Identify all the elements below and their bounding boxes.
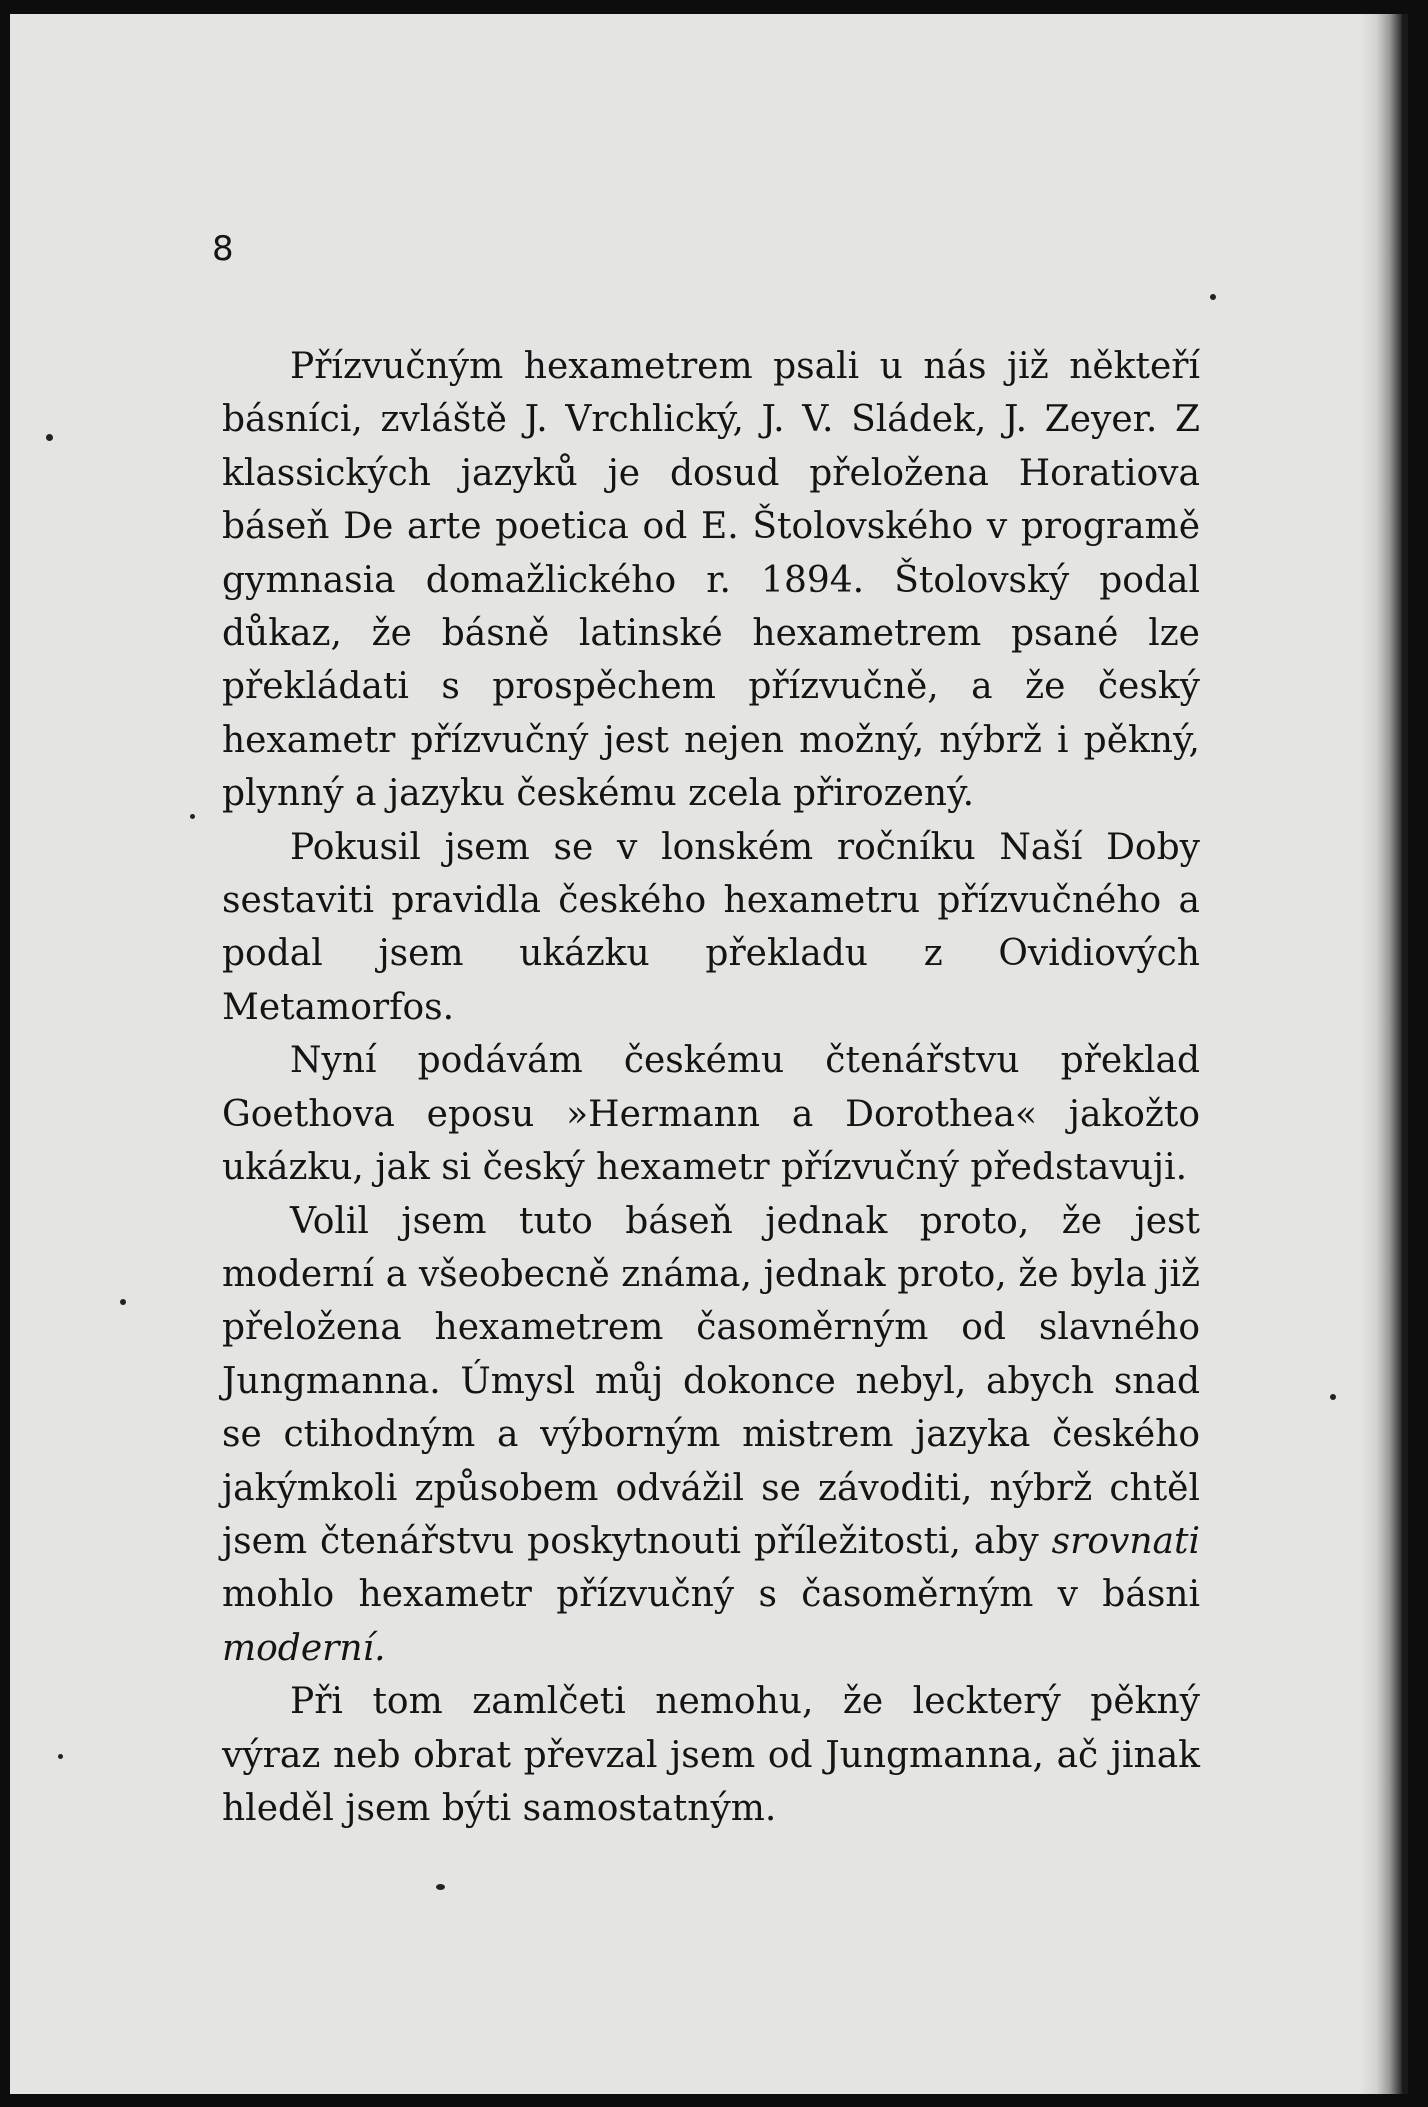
paragraph-2-text: Pokusil jsem se v lonském ročníku Naší Doby sestaviti pravidla českého hexametru přízvučného a podal jsem ukázku překladu z Ovidiových Metamorfos. <box>222 826 1200 1028</box>
print-speck <box>1210 294 1216 300</box>
paragraph-4 <box>222 1195 1200 1676</box>
paragraph-5 <box>222 1675 1200 1835</box>
paragraph-2 <box>222 821 1200 1035</box>
book-page <box>10 14 1408 2094</box>
print-speck <box>120 1299 126 1305</box>
page-number: 8 <box>212 229 234 269</box>
paragraph-1 <box>222 340 1200 821</box>
paragraph-4-emphasis-moderni: moderní. <box>222 1627 386 1669</box>
paragraph-3-text: Nyní podávám českému čtenářstvu překlad Goethova eposu »Hermann a Dorothea« jakožto ukázku, jak si český hexametr přízvučný představuji. <box>222 1040 1200 1189</box>
paragraph-3 <box>222 1034 1200 1194</box>
paragraph-4-text-continued: mohlo hexametr přízvučný s časoměrným v básni <box>222 1574 1200 1616</box>
print-speck <box>190 814 195 819</box>
print-speck <box>46 434 53 441</box>
paragraph-4-emphasis-srovnati: srovnati <box>1051 1520 1200 1562</box>
print-speck <box>436 1884 445 1890</box>
page-edge-shadow <box>1360 14 1402 2094</box>
body-text <box>222 340 1200 1835</box>
paragraph-5-text: Při tom zamlčeti nemohu, že leckterý pěkný výraz neb obrat převzal jsem od Jungmanna, ač jinak hleděl jsem býti samostatným. <box>222 1681 1200 1829</box>
print-speck <box>1330 1394 1336 1400</box>
paragraph-1-text: Přízvučným hexametrem psali u nás již někteří básníci, zvláště J. Vrchlický, J. V. Sládek, J. Zeyer. Z klassických jazyků je dosud přeložena Horatiova báseň De arte poetica od E. Štolovského v programě gymnasia domažlického r. 1894. Štolovský podal důkaz, že básně latinské hexametrem psané lze překládati s prospěchem přízvučně, a že český hexametr přízvučný jest nejen možný, nýbrž i pěkný, plynný a jazyku českému zcela přirozený. <box>222 346 1200 815</box>
paragraph-4-text: Volil jsem tuto báseň jednak proto, že jest moderní a všeobecně známa, jednak proto, že byla již přeložena hexametrem časoměrným od slavného Jungmanna. Úmysl můj dokonce nebyl, abych snad se ctihodným a výborným mistrem jazyka českého jakýmkoli způsobem odvážil se závoditi, nýbrž chtěl jsem čtenářstvu poskytnouti příležitosti, aby <box>222 1200 1200 1562</box>
print-speck <box>58 1754 63 1759</box>
